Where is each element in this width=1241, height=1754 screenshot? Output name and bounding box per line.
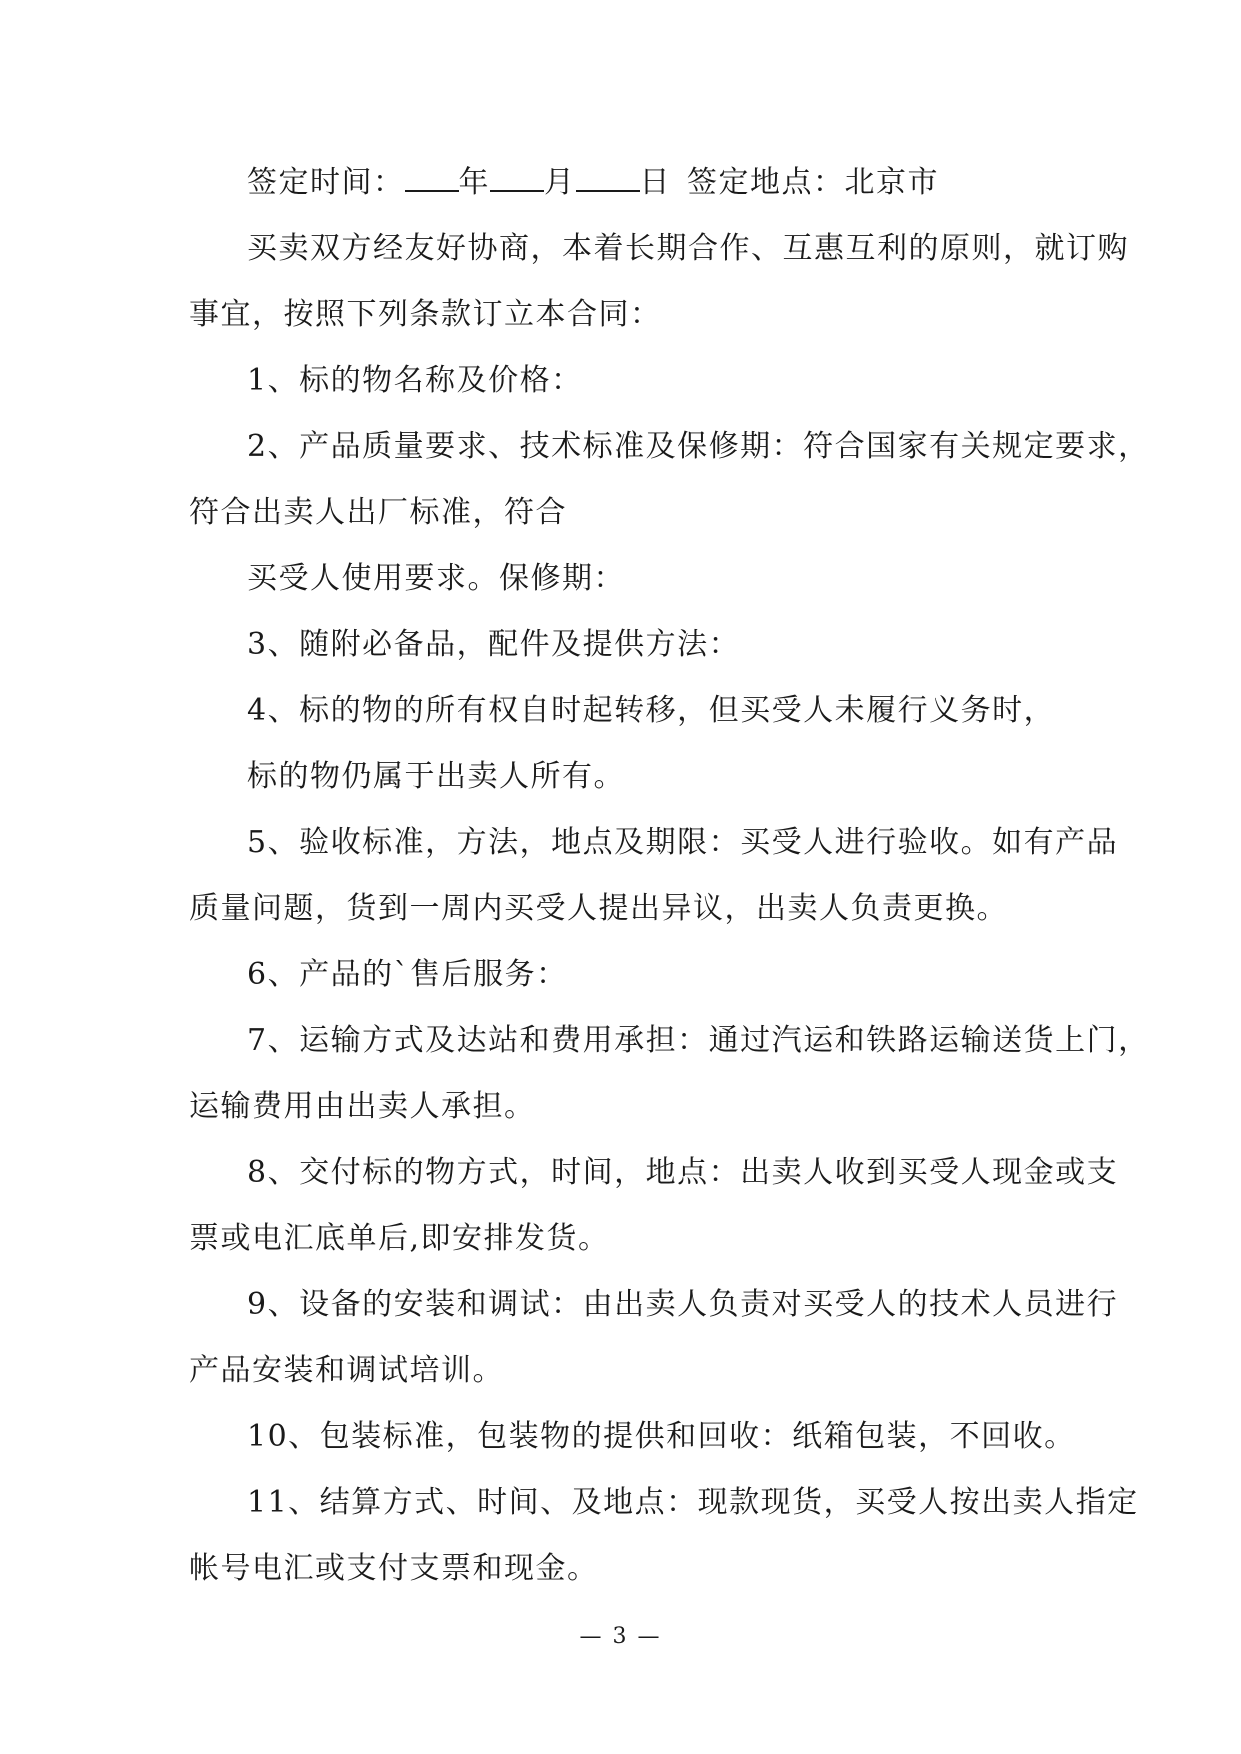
signing-info-line: [189, 150, 1057, 216]
clause-7-cont: 运输费用由出卖人承担。: [189, 1089, 536, 1124]
clause-2-cont: 符合出卖人出厂标准，符合: [189, 495, 567, 530]
month-unit: 月: [544, 165, 576, 200]
clause-11-cont: 帐号电汇或支付支票和现金。: [189, 1551, 599, 1586]
clause-4: 4、标的物的所有权自时起转移，但买受人未履行义务时，: [247, 693, 1056, 728]
paragraph-line: 事宜，按照下列条款订立本合同：: [189, 297, 662, 332]
clause-9: 9、设备的安装和调试：由出卖人负责对买受人的技术人员进行: [247, 1287, 1119, 1322]
clause-4-cont: 标的物仍属于出卖人所有。: [247, 759, 625, 794]
clause-8: 8、交付标的物方式，时间，地点：出卖人收到买受人现金或支: [247, 1155, 1119, 1190]
clause-2: 2、产品质量要求、技术标准及保修期：符合国家有关规定要求，: [247, 429, 1150, 464]
clause-6: 6、产品的`售后服务：: [247, 957, 568, 992]
clause-3: 3、随附必备品，配件及提供方法：: [247, 627, 741, 662]
contract-body: [189, 150, 1150, 1602]
clause-9-cont: 产品安装和调试培训。: [189, 1353, 504, 1388]
year-unit: 年: [458, 165, 490, 200]
day-blank[interactable]: [576, 164, 640, 192]
day-unit: 日: [639, 165, 671, 200]
clause-2-cont: 买受人使用要求。保修期：: [247, 561, 625, 596]
month-blank[interactable]: [490, 164, 544, 192]
clause-8-cont: 票或电汇底单后,即安排发货。: [189, 1221, 610, 1256]
clause-5-cont: 质量问题，货到一周内买受人提出异议，出卖人负责更换。: [189, 891, 1008, 926]
signing-place-value: 北京市: [844, 165, 939, 200]
signing-place-label: 签定地点：: [687, 165, 845, 200]
year-blank[interactable]: [405, 164, 459, 192]
signing-time-label: 签定时间：: [247, 165, 405, 200]
clause-10: 10、包装标准，包装物的提供和回收：纸箱包装，不回收。: [247, 1419, 1076, 1454]
clause-7: 7、运输方式及达站和费用承担：通过汽运和铁路运输送货上门，: [247, 1023, 1150, 1058]
clause-1: 1、标的物名称及价格：: [247, 363, 583, 398]
paragraph-line: 买卖双方经友好协商，本着长期合作、互惠互利的原则，就订购: [247, 231, 1129, 266]
clause-5: 5、验收标准，方法，地点及期限：买受人进行验收。如有产品: [247, 825, 1119, 860]
page-number: — 3 —: [579, 1624, 662, 1649]
clause-11: 11、结算方式、时间、及地点：现款现货，买受人按出卖人指定: [247, 1485, 1139, 1520]
